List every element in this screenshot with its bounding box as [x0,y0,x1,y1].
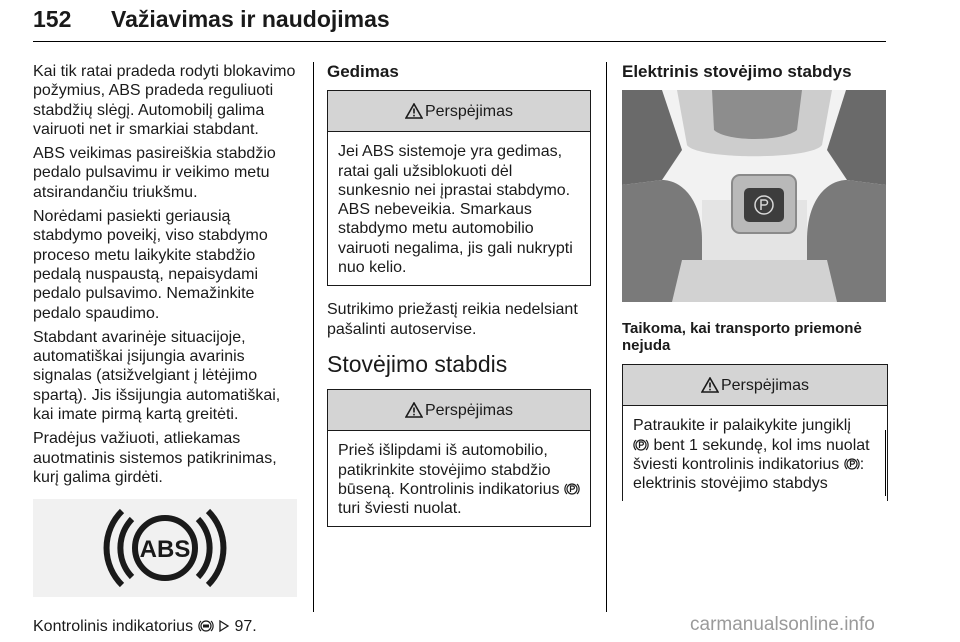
chapter-title: Važiavimas ir naudojimas [111,6,390,32]
header-divider [33,41,886,42]
warning-box [327,389,591,527]
warning-body: Jei ABS sistemoje yra gedimas, ratai gali užsiblokuoti dėl sunkesnio nei įprastai stabdymo. ABS nebeveikia. Smarkaus stabdymo metu automobilio vairuoti negalima, jis gali nukrypti nuo kelio. [338,143,573,277]
paragraph: Stabdant avarinėje situacijoje, automatiškai įsijungia avarinis signalas (atsižvelgiant į lėtėjimo spartą). Jis išsijungia automatiškai, kai imate pirmą kartą greitėti. [33,328,281,424]
paragraph: Norėdami pasiekti geriausią stabdymo poveikį, viso stabdymo proceso metu laikykite stabdžio pedalą nuspaustą, nepaisydami pedalo pulsavimo. Nemažinkite pedalo spaudimo. [33,208,268,322]
warning-title: Perspėjimas [424,102,514,120]
paragraph: ABS veikimas pasireiškia stabdžio pedalo pulsavimu ir veikimo metu atsirandančiu triukšmu. [33,145,276,201]
parking-brake-icon [564,482,580,496]
page-header [33,6,886,44]
warning-body [623,406,887,501]
warning-triangle-icon [701,377,719,393]
column-divider-1 [313,62,314,612]
warning-body-text: turi šviesti nuolat. [338,500,462,518]
warning-body-text: bent 1 sekundę, kol ims nuolat šviesti kontrolinis indikatorius [633,436,870,473]
warning-body-text: : [859,455,865,473]
abs-indicator-figure [33,499,297,597]
page-number: 152 [33,6,72,32]
paragraph: Pradėjus važiuoti, atliekamas auotmatinis sistemos patikrinimas, kurį galima girdėti. [33,430,277,486]
warning-box [622,364,888,501]
paragraph: Sutrikimo priežastį reikia nedelsiant pašalinti autoservise. [327,301,578,338]
warning-title: Perspėjimas [424,401,514,419]
warning-header [623,365,887,406]
section-title-parking-brake: Stovėjimo stabdis [327,350,508,377]
warning-triangle-icon [405,402,423,418]
warning-header [328,91,590,132]
column-3 [622,62,888,501]
section-heading-gedimas: Gedimas [327,62,399,81]
caption-page-ref: 97. [234,618,257,636]
warning-body-text: elektrinis stovėjimo stabdys [633,475,828,493]
warning-triangle-icon [405,103,423,119]
warning-header [328,390,590,431]
abs-indicator-icon [100,505,230,591]
applicability-heading: Taikoma, kai transporto priemonė nejuda [622,320,862,355]
warning-body-text: Patraukite ir palaikykite jungiklį [633,417,851,435]
section-heading-electric-parking-brake: Elektrinis stovėjimo stabdys [622,62,852,81]
parking-brake-icon [633,438,649,452]
warning-box [327,90,591,286]
parking-brake-switch-photo [622,90,886,302]
abs-indicator-small-icon [198,619,214,633]
cross-reference-triangle-icon [218,619,230,633]
watermark: carmanualsonline.info [690,614,875,635]
paragraph: Kai tik ratai pradeda rodyti blokavimo požymius, ABS pradeda reguliuoti stabdžių slėgį. Automobilį galima vairuoti net ir smarkiai stabdant. [33,63,296,138]
warning-title: Perspėjimas [720,376,810,394]
parking-brake-icon [844,457,860,471]
caption-text: Kontrolinis indikatorius [33,618,194,636]
column-1 [33,62,303,642]
figure-caption [33,617,303,636]
warning-body-text: Prieš išlipdami iš automobilio, patikrinkite stovėjimo stabdžio būseną. Kontrolinis indikatorius [338,442,560,498]
abs-icon-label: ABS [139,536,191,564]
column-2 [327,62,591,527]
column-divider-2 [606,62,607,612]
warning-body [328,431,590,526]
